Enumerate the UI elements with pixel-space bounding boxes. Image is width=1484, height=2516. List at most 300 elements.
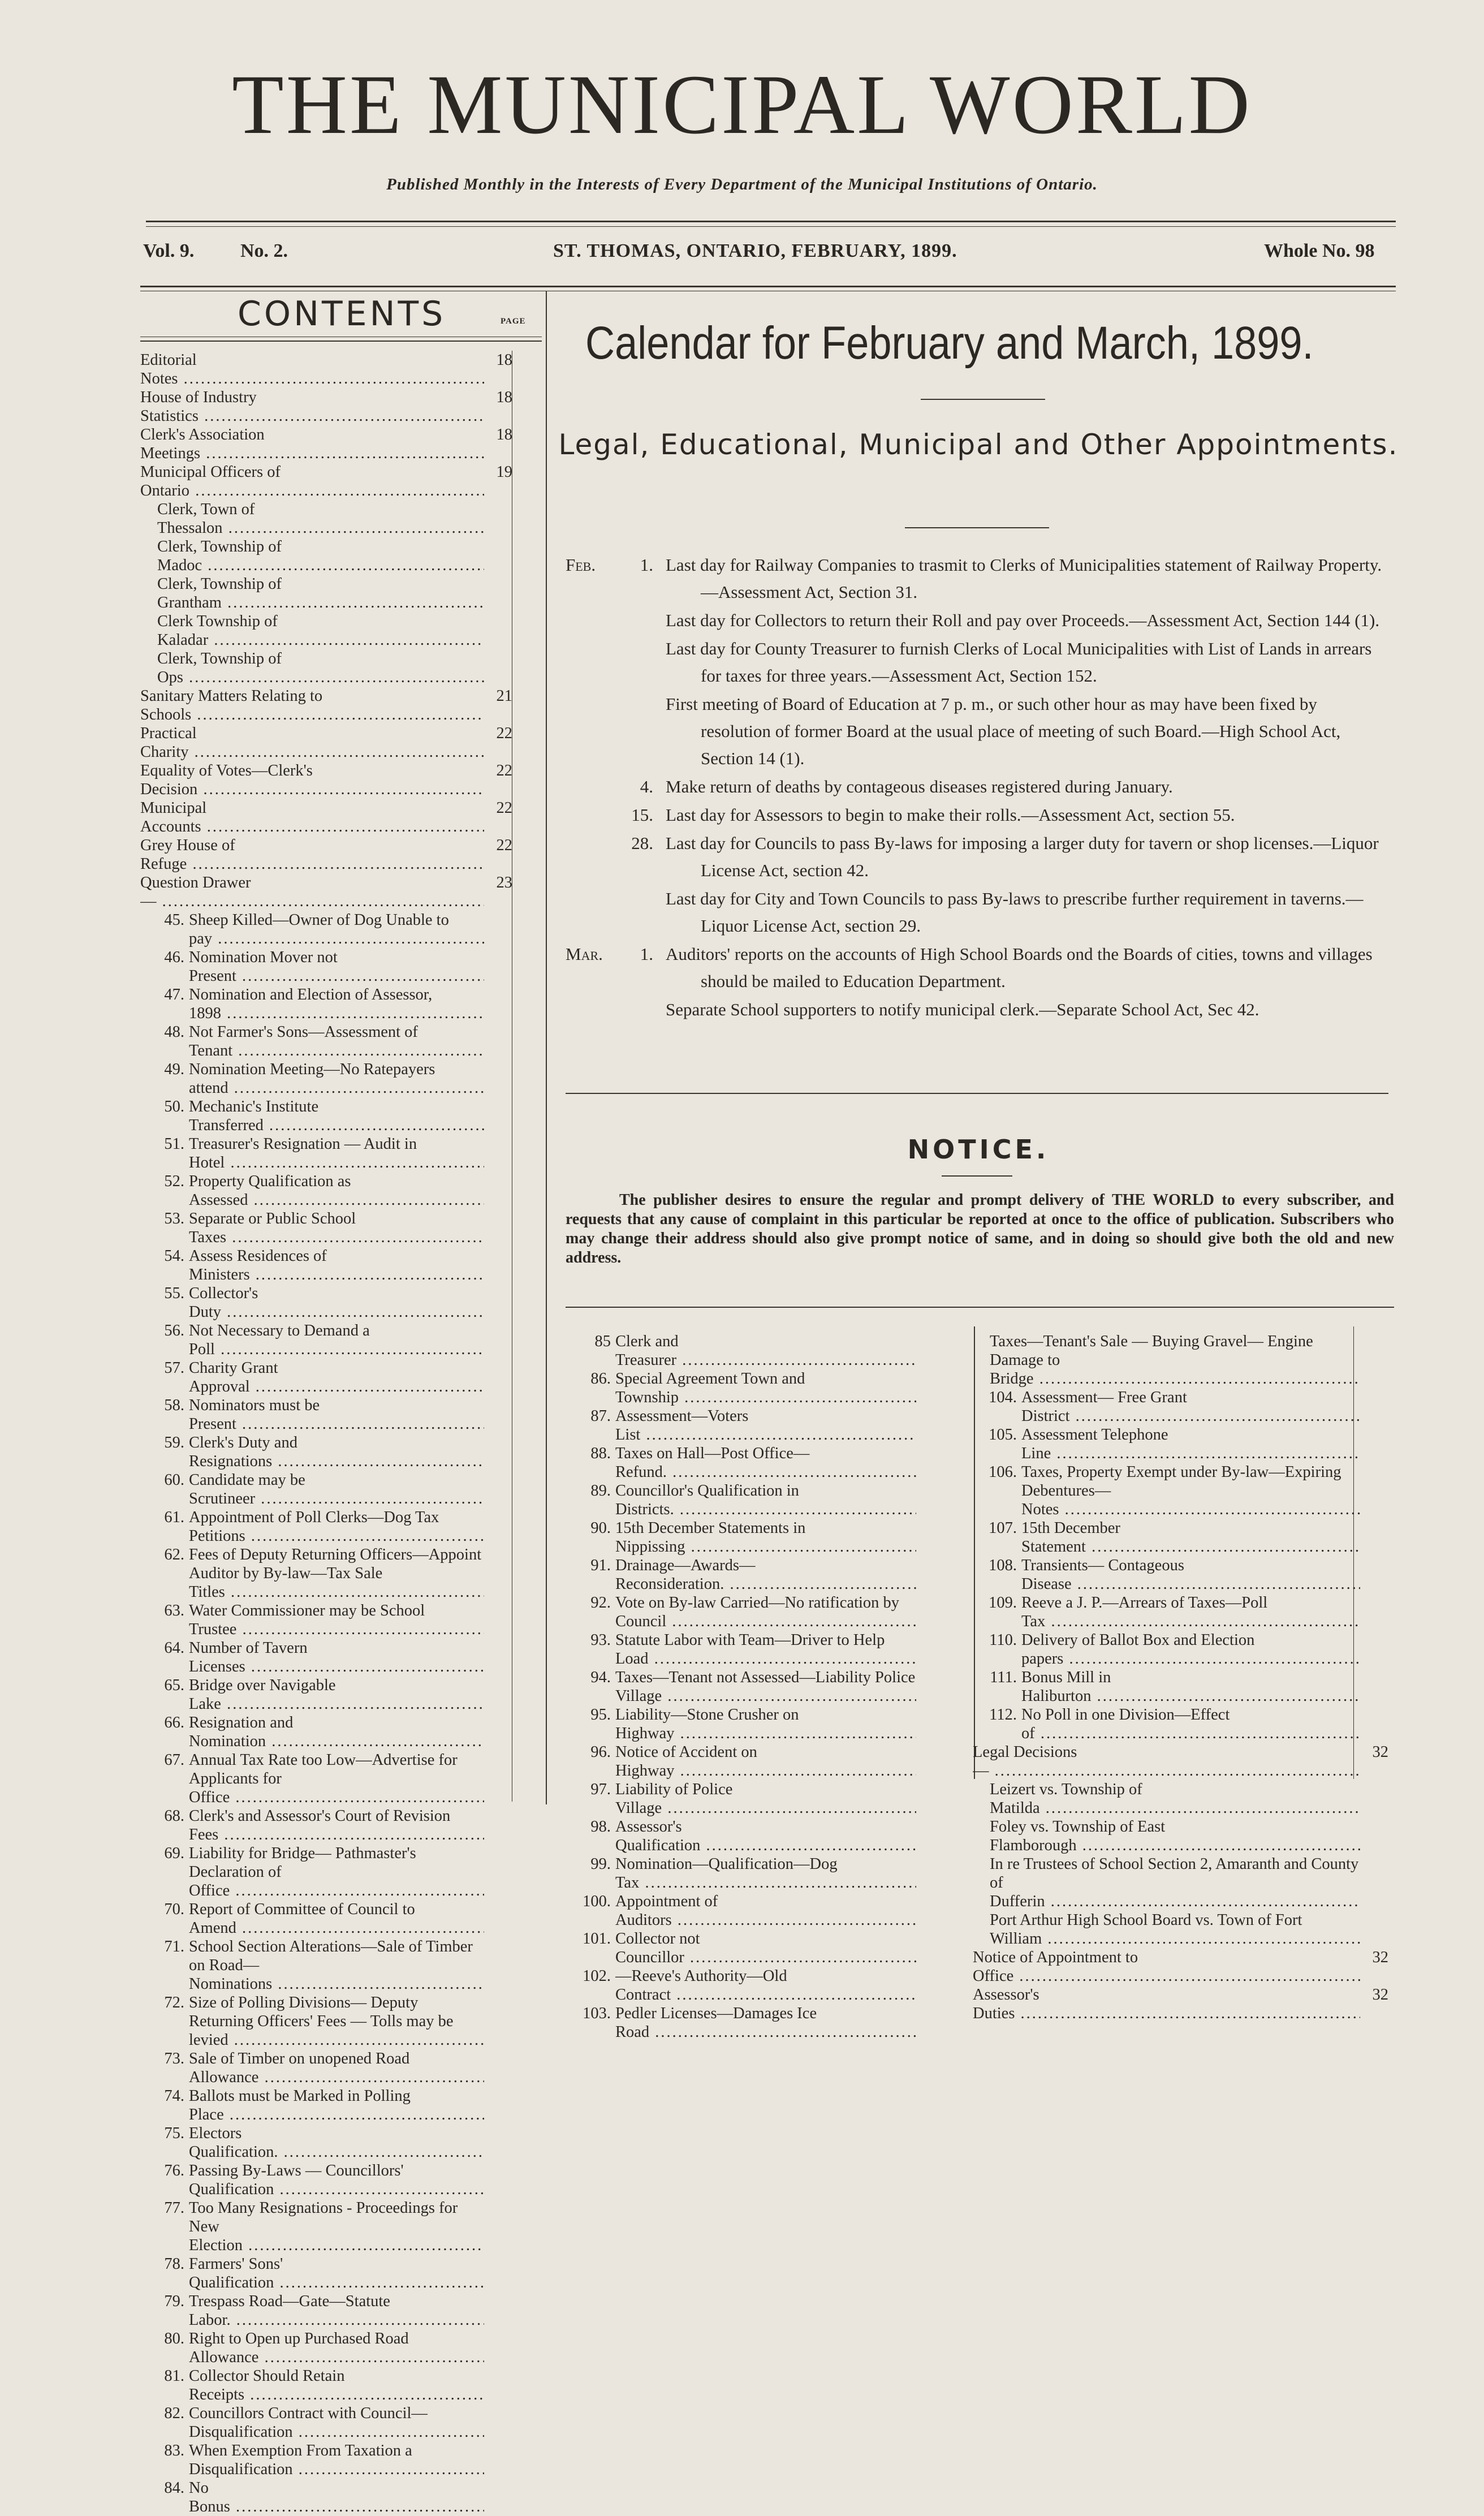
contents-continued-list-2 bbox=[973, 1332, 1388, 2023]
toc-entry bbox=[140, 575, 512, 612]
calendar-entry-month bbox=[566, 885, 614, 940]
masthead-rule-top bbox=[146, 221, 1396, 222]
toc-entry-number: 69. bbox=[164, 1845, 184, 1862]
toc-entry-text: Fees of Deputy Returning Officers—Appoint Auditor by By-law—Tax Sale Titles ..... bbox=[189, 1546, 484, 1601]
toc-entry-number: 46. bbox=[164, 949, 184, 966]
toc-entry-number: 52. bbox=[164, 1173, 184, 1190]
toc-entry-title bbox=[189, 1713, 484, 1751]
toc-entry bbox=[140, 2199, 512, 2255]
toc-entry bbox=[140, 1751, 512, 1807]
calendar-title: Calendar for February and March, 1899. bbox=[585, 317, 1314, 369]
toc-entry-title bbox=[1021, 1388, 1360, 1425]
toc-entry-text: Councillor's Qualification in Districts. ..... bbox=[615, 1482, 916, 1518]
toc-entry bbox=[140, 388, 512, 425]
toc-entry-title bbox=[1021, 1705, 1360, 1743]
toc-entry-title bbox=[973, 1948, 1360, 1985]
toc-entry-text: When Exemption From Taxation a Disqualification ..... bbox=[189, 2442, 484, 2478]
toc-entry bbox=[577, 1369, 944, 1407]
toc-entry-title bbox=[189, 911, 484, 948]
toc-entry bbox=[577, 1967, 944, 2004]
contents-list bbox=[140, 351, 512, 2516]
toc-entry bbox=[140, 1433, 512, 1471]
toc-entry-text: Port Arthur High School Board vs. Town of Fort William ..... bbox=[990, 1911, 1360, 1948]
toc-entry bbox=[140, 1247, 512, 1284]
toc-entry bbox=[577, 1668, 944, 1705]
toc-entry-title bbox=[189, 2479, 484, 2516]
toc-entry-text: Treasurer's Resignation — Audit in Hotel ..... bbox=[189, 1135, 484, 1171]
toc-entry bbox=[140, 1471, 512, 1508]
calendar-entry-month bbox=[566, 802, 614, 829]
toc-entry-title bbox=[615, 1743, 916, 1780]
toc-entry-text: Transients— Contageous Disease ..... bbox=[1021, 1557, 1360, 1593]
toc-entry-title bbox=[140, 687, 484, 724]
toc-entry bbox=[140, 836, 512, 873]
toc-entry-number: 64. bbox=[164, 1639, 184, 1657]
notice-heading-rule bbox=[942, 1175, 1012, 1177]
toc-entry bbox=[140, 799, 512, 836]
toc-entry bbox=[140, 2404, 512, 2441]
toc-entry-number: 93. bbox=[590, 1631, 611, 1649]
toc-entry-number: 73. bbox=[164, 2050, 184, 2067]
toc-entry-number: 98. bbox=[590, 1818, 611, 1836]
toc-entry-title bbox=[615, 1817, 916, 1855]
toc-entry bbox=[140, 724, 512, 761]
toc-entry-text: Liability—Stone Crusher on Highway ..... bbox=[615, 1706, 916, 1742]
toc-entry bbox=[973, 1855, 1388, 1911]
toc-entry-text: Property Qualification as Assessed ..... bbox=[189, 1173, 484, 1209]
column-divider bbox=[546, 291, 547, 1804]
toc-entry-number: 55. bbox=[164, 1285, 184, 1302]
toc-entry-number: 50. bbox=[164, 1098, 184, 1115]
toc-entry-number: 59. bbox=[164, 1434, 184, 1451]
toc-entry-title bbox=[615, 1407, 916, 1444]
toc-entry-title bbox=[615, 1444, 916, 1481]
toc-entry-page: 22 bbox=[496, 837, 512, 854]
toc-entry bbox=[140, 1135, 512, 1172]
calendar-entry-day: 15. bbox=[631, 805, 653, 825]
toc-entry-text: Taxes—Tenant's Sale — Buying Gravel— Engine Damage to Bridge ..... bbox=[990, 1333, 1360, 1388]
toc-entry bbox=[973, 1948, 1388, 1985]
calendar-entry-month bbox=[566, 607, 614, 634]
toc-entry-text: School Section Alterations—Sale of Timber on Road—Nominations ..... bbox=[189, 1938, 484, 1993]
calendar-subtitle-rule bbox=[905, 527, 1049, 528]
toc-entry-text: Appointment of Auditors ..... bbox=[615, 1893, 916, 1929]
calendar-entry-day: 4. bbox=[640, 777, 653, 796]
toc-entry-text: —Reeve's Authority—Old Contract ..... bbox=[615, 1967, 916, 2004]
toc-entry-number: 105. bbox=[989, 1426, 1017, 1444]
issue-dateline: ST. THOMAS, ONTARIO, FEBRUARY, 1899. bbox=[553, 240, 957, 261]
toc-entry bbox=[140, 537, 512, 575]
toc-entry bbox=[140, 1508, 512, 1545]
toc-entry-number: 104. bbox=[989, 1389, 1017, 1406]
toc-entry-page: 22 bbox=[496, 762, 512, 779]
toc-entry-number: 71. bbox=[164, 1938, 184, 1955]
toc-entry bbox=[577, 1593, 944, 1631]
toc-entry-title bbox=[140, 873, 484, 911]
calendar-entry-day: 28. bbox=[631, 833, 653, 853]
calendar-entry-day bbox=[614, 885, 666, 940]
toc-entry-number: 96. bbox=[590, 1743, 611, 1761]
toc-entry bbox=[140, 2124, 512, 2161]
toc-entry-number: 81. bbox=[164, 2367, 184, 2385]
toc-entry-text: Clerk's and Assessor's Court of Revision Fees ..... bbox=[189, 1807, 484, 1843]
toc-entry-title bbox=[140, 761, 484, 799]
toc-entry-text: Assessment—Voters List ..... bbox=[615, 1407, 916, 1444]
toc-entry bbox=[140, 1545, 512, 1601]
toc-entry bbox=[140, 2329, 512, 2367]
toc-entry-text: Passing By-Laws — Councillors' Qualification ..... bbox=[189, 2162, 484, 2198]
toc-entry-page: 22 bbox=[496, 799, 512, 817]
toc-entry-number: 101. bbox=[583, 1930, 611, 1948]
toc-entry-number: 45. bbox=[164, 911, 184, 929]
toc-entry bbox=[577, 1705, 944, 1743]
toc-entry-text: Trespass Road—Gate—Statute Labor. ..... bbox=[189, 2293, 484, 2329]
toc-entry-title bbox=[189, 2441, 484, 2479]
toc-entry-title bbox=[189, 2255, 484, 2292]
toc-entry bbox=[140, 2479, 512, 2516]
toc-entry-number: 100. bbox=[583, 1893, 611, 1910]
toc-entry-text: Not Farmer's Sons—Assessment of Tenant ..... bbox=[189, 1023, 484, 1059]
calendar-entry bbox=[566, 607, 1391, 634]
toc-entry bbox=[973, 1388, 1388, 1425]
toc-entry-text: Clerk, Township of Madoc ..... bbox=[157, 538, 484, 574]
toc-entry bbox=[140, 351, 512, 388]
toc-entry-title bbox=[615, 1593, 916, 1631]
toc-entry bbox=[973, 1631, 1388, 1668]
toc-entry-text: Electors Qualification. ..... bbox=[189, 2125, 484, 2161]
calendar-entry bbox=[566, 941, 1391, 995]
toc-entry-text: Collector's Duty ..... bbox=[189, 1285, 484, 1321]
toc-entry bbox=[577, 1892, 944, 1929]
calendar-entry-text: Last day for Councils to pass By-laws for imposing a larger duty for tavern or shop licenses.—Liquor License Act, section 42. bbox=[666, 833, 1379, 880]
toc-entry-number: 112. bbox=[989, 1706, 1017, 1724]
toc-entry-text: Appointment of Poll Clerks—Dog Tax Petitions ..... bbox=[189, 1509, 484, 1545]
toc-entry-title bbox=[189, 1844, 484, 1900]
toc-entry-number: 78. bbox=[164, 2255, 184, 2273]
toc-entry-title bbox=[189, 1993, 484, 2049]
issue-whole-number: Whole No. 98 bbox=[1264, 240, 1375, 261]
toc-entry-title bbox=[615, 1519, 916, 1556]
toc-entry bbox=[577, 1444, 944, 1481]
toc-entry bbox=[577, 1481, 944, 1519]
contents-page-label: PAGE bbox=[501, 317, 526, 326]
toc-entry bbox=[577, 1929, 944, 1967]
toc-entry-title bbox=[189, 1209, 484, 1247]
toc-entry-text: Separate or Public School Taxes ..... bbox=[189, 1210, 484, 1246]
toc-entry-text: Clerk's Duty and Resignations ..... bbox=[189, 1434, 484, 1470]
toc-entry-number: 58. bbox=[164, 1397, 184, 1414]
toc-entry-text: Taxes on Hall—Post Office—Refund. ..... bbox=[615, 1445, 916, 1481]
issue-volume: Vol. 9. bbox=[143, 240, 195, 261]
toc-entry-title bbox=[140, 724, 484, 761]
toc-entry-text: Water Commissioner may be School Trustee ..... bbox=[189, 1602, 484, 1638]
toc-entry bbox=[973, 1519, 1388, 1556]
toc-entry bbox=[140, 612, 512, 649]
toc-entry-title bbox=[189, 1751, 484, 1807]
toc-entry-number: 63. bbox=[164, 1602, 184, 1619]
toc-entry-text: Grey House of Refuge ..... bbox=[140, 837, 484, 873]
header-rule-top bbox=[140, 286, 1396, 287]
calendar-entry-month bbox=[566, 691, 614, 772]
calendar-entry bbox=[566, 552, 1391, 606]
toc-entry-number: 88. bbox=[590, 1445, 611, 1462]
toc-entry-text: Nomination Mover not Present ..... bbox=[189, 949, 484, 985]
toc-entry-title bbox=[140, 836, 484, 873]
calendar-entry-text: Last day for Collectors to return their Roll and pay over Proceeds.—Assessment Act, Section 144 (1). bbox=[666, 610, 1380, 630]
toc-entry-title bbox=[189, 2292, 484, 2329]
toc-entry-text: Report of Committee of Council to Amend ..... bbox=[189, 1901, 484, 1937]
toc-entry-title bbox=[615, 1855, 916, 1892]
contents-continued-list-1 bbox=[577, 1332, 944, 2041]
toc-entry-page: 32 bbox=[1372, 1986, 1388, 2004]
toc-entry bbox=[140, 1396, 512, 1433]
toc-entry-title bbox=[1021, 1593, 1360, 1631]
toc-entry-title bbox=[189, 1097, 484, 1135]
toc-entry-number: 109. bbox=[989, 1594, 1017, 1612]
toc-entry-text: Liability of Police Village ..... bbox=[615, 1781, 916, 1817]
toc-entry-text: Assessor's Duties ..... bbox=[973, 1986, 1360, 2022]
toc-entry bbox=[140, 2367, 512, 2404]
toc-entry-text: Municipal Accounts ..... bbox=[140, 799, 484, 835]
toc-entry-title bbox=[973, 1780, 1360, 1817]
calendar-entry-text: First meeting of Board of Education at 7 p. m., or such other hour as may have been fixed by resolution of former Board at the usual place of meeting of such Board.—High School Act, Section 14 (1). bbox=[666, 694, 1341, 768]
toc-entry-title bbox=[189, 1135, 484, 1172]
toc-entry-title bbox=[973, 1332, 1360, 1388]
notice-text: The publisher desires to ensure the regular and prompt delivery of THE WORLD to every subscriber, and requests that any cause of complaint in this particular be reported at once to the office of publication. Subscribers who may change their address should also give prompt notice of same, and in doing so should give both the old and new address. bbox=[566, 1191, 1394, 1266]
toc-entry-text: Editorial Notes ..... bbox=[140, 351, 484, 387]
toc-entry-title bbox=[189, 1508, 484, 1545]
calendar-entry-month bbox=[566, 996, 614, 1023]
toc-entry-number: 54. bbox=[164, 1247, 184, 1265]
calendar-entry-day bbox=[614, 635, 666, 690]
toc-entry-title bbox=[140, 463, 484, 500]
toc-entry-page: 32 bbox=[1372, 1743, 1388, 1761]
toc-entry-text: Leizert vs. Township of Matilda ..... bbox=[990, 1781, 1360, 1817]
toc-entry-number: 48. bbox=[164, 1023, 184, 1041]
toc-entry-number: 85 bbox=[594, 1333, 611, 1350]
toc-entry-text: House of Industry Statistics ..... bbox=[140, 389, 484, 425]
toc-entry-title bbox=[189, 1060, 484, 1097]
toc-entry-text: Nominators must be Present ..... bbox=[189, 1397, 484, 1433]
toc-entry-title bbox=[189, 1023, 484, 1060]
toc-entry bbox=[140, 1023, 512, 1060]
toc-entry bbox=[577, 2004, 944, 2041]
toc-entry bbox=[140, 1639, 512, 1676]
toc-entry-number: 80. bbox=[164, 2330, 184, 2347]
toc-entry-title bbox=[189, 1601, 484, 1639]
calendar-entry-month bbox=[566, 773, 614, 800]
toc-entry-page: 18 bbox=[496, 351, 512, 369]
toc-entry-title bbox=[140, 351, 484, 388]
toc-entry-text: Nomination Meeting—No Ratepayers attend ..... bbox=[189, 1061, 484, 1097]
toc-entry-page: 18 bbox=[496, 389, 512, 406]
toc-entry bbox=[140, 1807, 512, 1844]
toc-entry-text: Practical Charity ..... bbox=[140, 725, 484, 761]
toc-entry-text: Clerk Township of Kaladar ..... bbox=[157, 613, 484, 649]
calendar-entry bbox=[566, 885, 1391, 940]
masthead-subtitle: Published Monthly in the Interests of Every Department of the Municipal Institutions of Ontario. bbox=[386, 175, 1098, 193]
toc-entry-number: 72. bbox=[164, 1994, 184, 2011]
toc-entry-title bbox=[615, 1668, 916, 1705]
toc-entry-text: Not Necessary to Demand a Poll ..... bbox=[189, 1322, 484, 1358]
toc-entry-page: 18 bbox=[496, 426, 512, 443]
toc-entry-page: 22 bbox=[496, 725, 512, 742]
toc-entry bbox=[140, 2441, 512, 2479]
masthead-rule-bottom bbox=[146, 226, 1396, 227]
calendar-entry bbox=[566, 802, 1391, 829]
toc-entry-number: 97. bbox=[590, 1781, 611, 1798]
toc-entry bbox=[140, 463, 512, 500]
toc-entry-number: 57. bbox=[164, 1359, 184, 1377]
toc-entry-number: 89. bbox=[590, 1482, 611, 1500]
toc-entry-title bbox=[189, 2049, 484, 2087]
toc-entry-text: Size of Polling Divisions— Deputy Returning Officers' Fees — Tolls may be levied ..... bbox=[189, 1994, 484, 2049]
toc-entry-number: 74. bbox=[164, 2087, 184, 2105]
toc-entry bbox=[140, 761, 512, 799]
toc-entry bbox=[973, 1425, 1388, 1463]
toc-entry-text: No Poll in one Division—Effect of ..... bbox=[1021, 1706, 1360, 1742]
toc-entry-number: 86. bbox=[590, 1370, 611, 1388]
toc-entry-text: Nomination—Qualification—Dog Tax ..... bbox=[615, 1855, 916, 1892]
toc-entry bbox=[577, 1332, 944, 1369]
toc-entry-number: 67. bbox=[164, 1751, 184, 1769]
toc-entry-number: 82. bbox=[164, 2405, 184, 2422]
calendar-entry bbox=[566, 635, 1391, 690]
toc-entry bbox=[140, 1321, 512, 1359]
toc-entry-number: 83. bbox=[164, 2442, 184, 2459]
toc-entry-title bbox=[1021, 1519, 1360, 1556]
toc-entry bbox=[577, 1743, 944, 1780]
toc-entry bbox=[577, 1780, 944, 1817]
toc-entry-text: Ballots must be Marked in Polling Place ..... bbox=[189, 2087, 484, 2123]
toc-entry-text: Bonus Mill in Haliburton ..... bbox=[1021, 1669, 1360, 1705]
toc-entry bbox=[973, 1463, 1388, 1519]
toc-entry-page: 21 bbox=[496, 687, 512, 705]
toc-entry bbox=[973, 1332, 1388, 1388]
toc-entry-title bbox=[140, 799, 484, 836]
calendar-end-rule bbox=[566, 1093, 1388, 1094]
calendar-entry-day: 1. bbox=[640, 555, 653, 575]
toc-entry-title bbox=[189, 1807, 484, 1844]
calendar-entry-day: 1. bbox=[640, 944, 653, 964]
toc-entry-title bbox=[615, 1481, 916, 1519]
toc-entry-title bbox=[189, 1545, 484, 1601]
toc-entry-text: 15th December Statements in Nippissing ..... bbox=[615, 1519, 916, 1556]
toc-entry-title bbox=[189, 948, 484, 985]
toc-entry-title bbox=[189, 1359, 484, 1396]
toc-entry-title bbox=[189, 1247, 484, 1284]
toc-entry-text: Annual Tax Rate too Low—Advertise for Applicants for Office ..... bbox=[189, 1751, 484, 1806]
toc-entry bbox=[577, 1631, 944, 1668]
toc-entry-title bbox=[140, 612, 484, 649]
toc-entry-title bbox=[615, 1929, 916, 1967]
toc-entry-title bbox=[189, 2087, 484, 2124]
toc-entry bbox=[140, 948, 512, 985]
toc-entry-text: Taxes, Property Exempt under By-law—Expiring Debentures—Notes ..... bbox=[1021, 1463, 1360, 1518]
toc-entry-number: 56. bbox=[164, 1322, 184, 1339]
toc-entry-title bbox=[615, 1780, 916, 1817]
toc-entry bbox=[140, 1209, 512, 1247]
calendar-list bbox=[566, 552, 1391, 1024]
toc-entry bbox=[140, 2087, 512, 2124]
toc-entry bbox=[140, 1676, 512, 1713]
toc-entry-title bbox=[615, 1892, 916, 1929]
toc-entry-title bbox=[1021, 1631, 1360, 1668]
toc-entry-text: Notice of Appointment to Office ..... bbox=[973, 1949, 1360, 1985]
toc-entry-number: 103. bbox=[583, 2005, 611, 2022]
toc-entry bbox=[973, 1911, 1388, 1948]
toc-entry-title bbox=[189, 2124, 484, 2161]
toc-entry-title bbox=[615, 1369, 916, 1407]
toc-entry-title bbox=[1021, 1668, 1360, 1705]
toc-entry bbox=[140, 687, 512, 724]
toc-entry-number: 75. bbox=[164, 2125, 184, 2142]
toc-entry-text: Statute Labor with Team—Driver to Help Load ..... bbox=[615, 1631, 916, 1668]
toc-entry-text: Delivery of Ballot Box and Election papers ..... bbox=[1021, 1631, 1360, 1668]
toc-entry-text: Sheep Killed—Owner of Dog Unable to pay ..... bbox=[189, 911, 484, 947]
toc-entry-text: Assess Residences of Ministers ..... bbox=[189, 1247, 484, 1283]
toc-entry-title bbox=[189, 1284, 484, 1321]
calendar-entry-day bbox=[614, 996, 666, 1023]
masthead-title: THE MUNICIPAL WORLD bbox=[232, 58, 1252, 152]
toc-entry-number: 107. bbox=[989, 1519, 1017, 1537]
toc-entry-title bbox=[973, 1985, 1360, 2023]
toc-entry-text: Too Many Resignations - Proceedings for New Election ..... bbox=[189, 2199, 484, 2254]
toc-entry-title bbox=[615, 1705, 916, 1743]
toc-entry-number: 77. bbox=[164, 2199, 184, 2217]
toc-entry-text: No Bonus ..... bbox=[189, 2479, 484, 2515]
calendar-entry bbox=[566, 773, 1391, 800]
toc-entry-number: 95. bbox=[590, 1706, 611, 1724]
toc-entry-text: Special Agreement Town and Township ..... bbox=[615, 1370, 916, 1406]
calendar-entry bbox=[566, 996, 1391, 1023]
toc-entry-title bbox=[973, 1817, 1360, 1855]
toc-entry-text: Bridge over Navigable Lake ..... bbox=[189, 1677, 484, 1713]
toc-entry bbox=[577, 1519, 944, 1556]
toc-entry-title bbox=[189, 2161, 484, 2199]
toc-entry bbox=[140, 2161, 512, 2199]
toc-entry bbox=[577, 1855, 944, 1892]
toc-entry bbox=[140, 1937, 512, 1993]
toc-entry-text: In re Trustees of School Section 2, Amaranth and County of Dufferin ..... bbox=[990, 1855, 1360, 1910]
toc-entry bbox=[577, 1556, 944, 1593]
toc-entry-text: Clerk, Township of Ops ..... bbox=[157, 650, 484, 686]
toc-entry-title bbox=[189, 2367, 484, 2404]
toc-entry bbox=[973, 1556, 1388, 1593]
toc-entry bbox=[140, 1284, 512, 1321]
toc-entry-title bbox=[140, 649, 484, 687]
toc-entry-title bbox=[189, 1396, 484, 1433]
toc-entry bbox=[140, 2255, 512, 2292]
toc-entry-title bbox=[140, 425, 484, 463]
toc-entry-text: Councillors Contract with Council—Disqualification ..... bbox=[189, 2405, 484, 2441]
toc-entry-text: Farmers' Sons' Qualification ..... bbox=[189, 2255, 484, 2291]
toc-entry-text: Legal Decisions— ..... bbox=[973, 1743, 1360, 1780]
toc-entry-text: Equality of Votes—Clerk's Decision ..... bbox=[140, 762, 484, 798]
toc-entry-page: 32 bbox=[1372, 1949, 1388, 1966]
toc-entry bbox=[973, 1985, 1388, 2023]
toc-entry-text: Sanitary Matters Relating to Schools ..... bbox=[140, 687, 484, 723]
toc-entry-title bbox=[189, 2199, 484, 2255]
toc-entry-title bbox=[189, 1900, 484, 1937]
toc-entry-title bbox=[1021, 1425, 1360, 1463]
toc-entry-number: 47. bbox=[164, 986, 184, 1003]
toc-entry-number: 51. bbox=[164, 1135, 184, 1153]
toc-entry bbox=[140, 500, 512, 537]
toc-entry-text: Nomination and Election of Assessor, 1898 ..... bbox=[189, 986, 484, 1022]
toc-entry-title bbox=[189, 1471, 484, 1508]
toc-entry-number: 60. bbox=[164, 1471, 184, 1489]
